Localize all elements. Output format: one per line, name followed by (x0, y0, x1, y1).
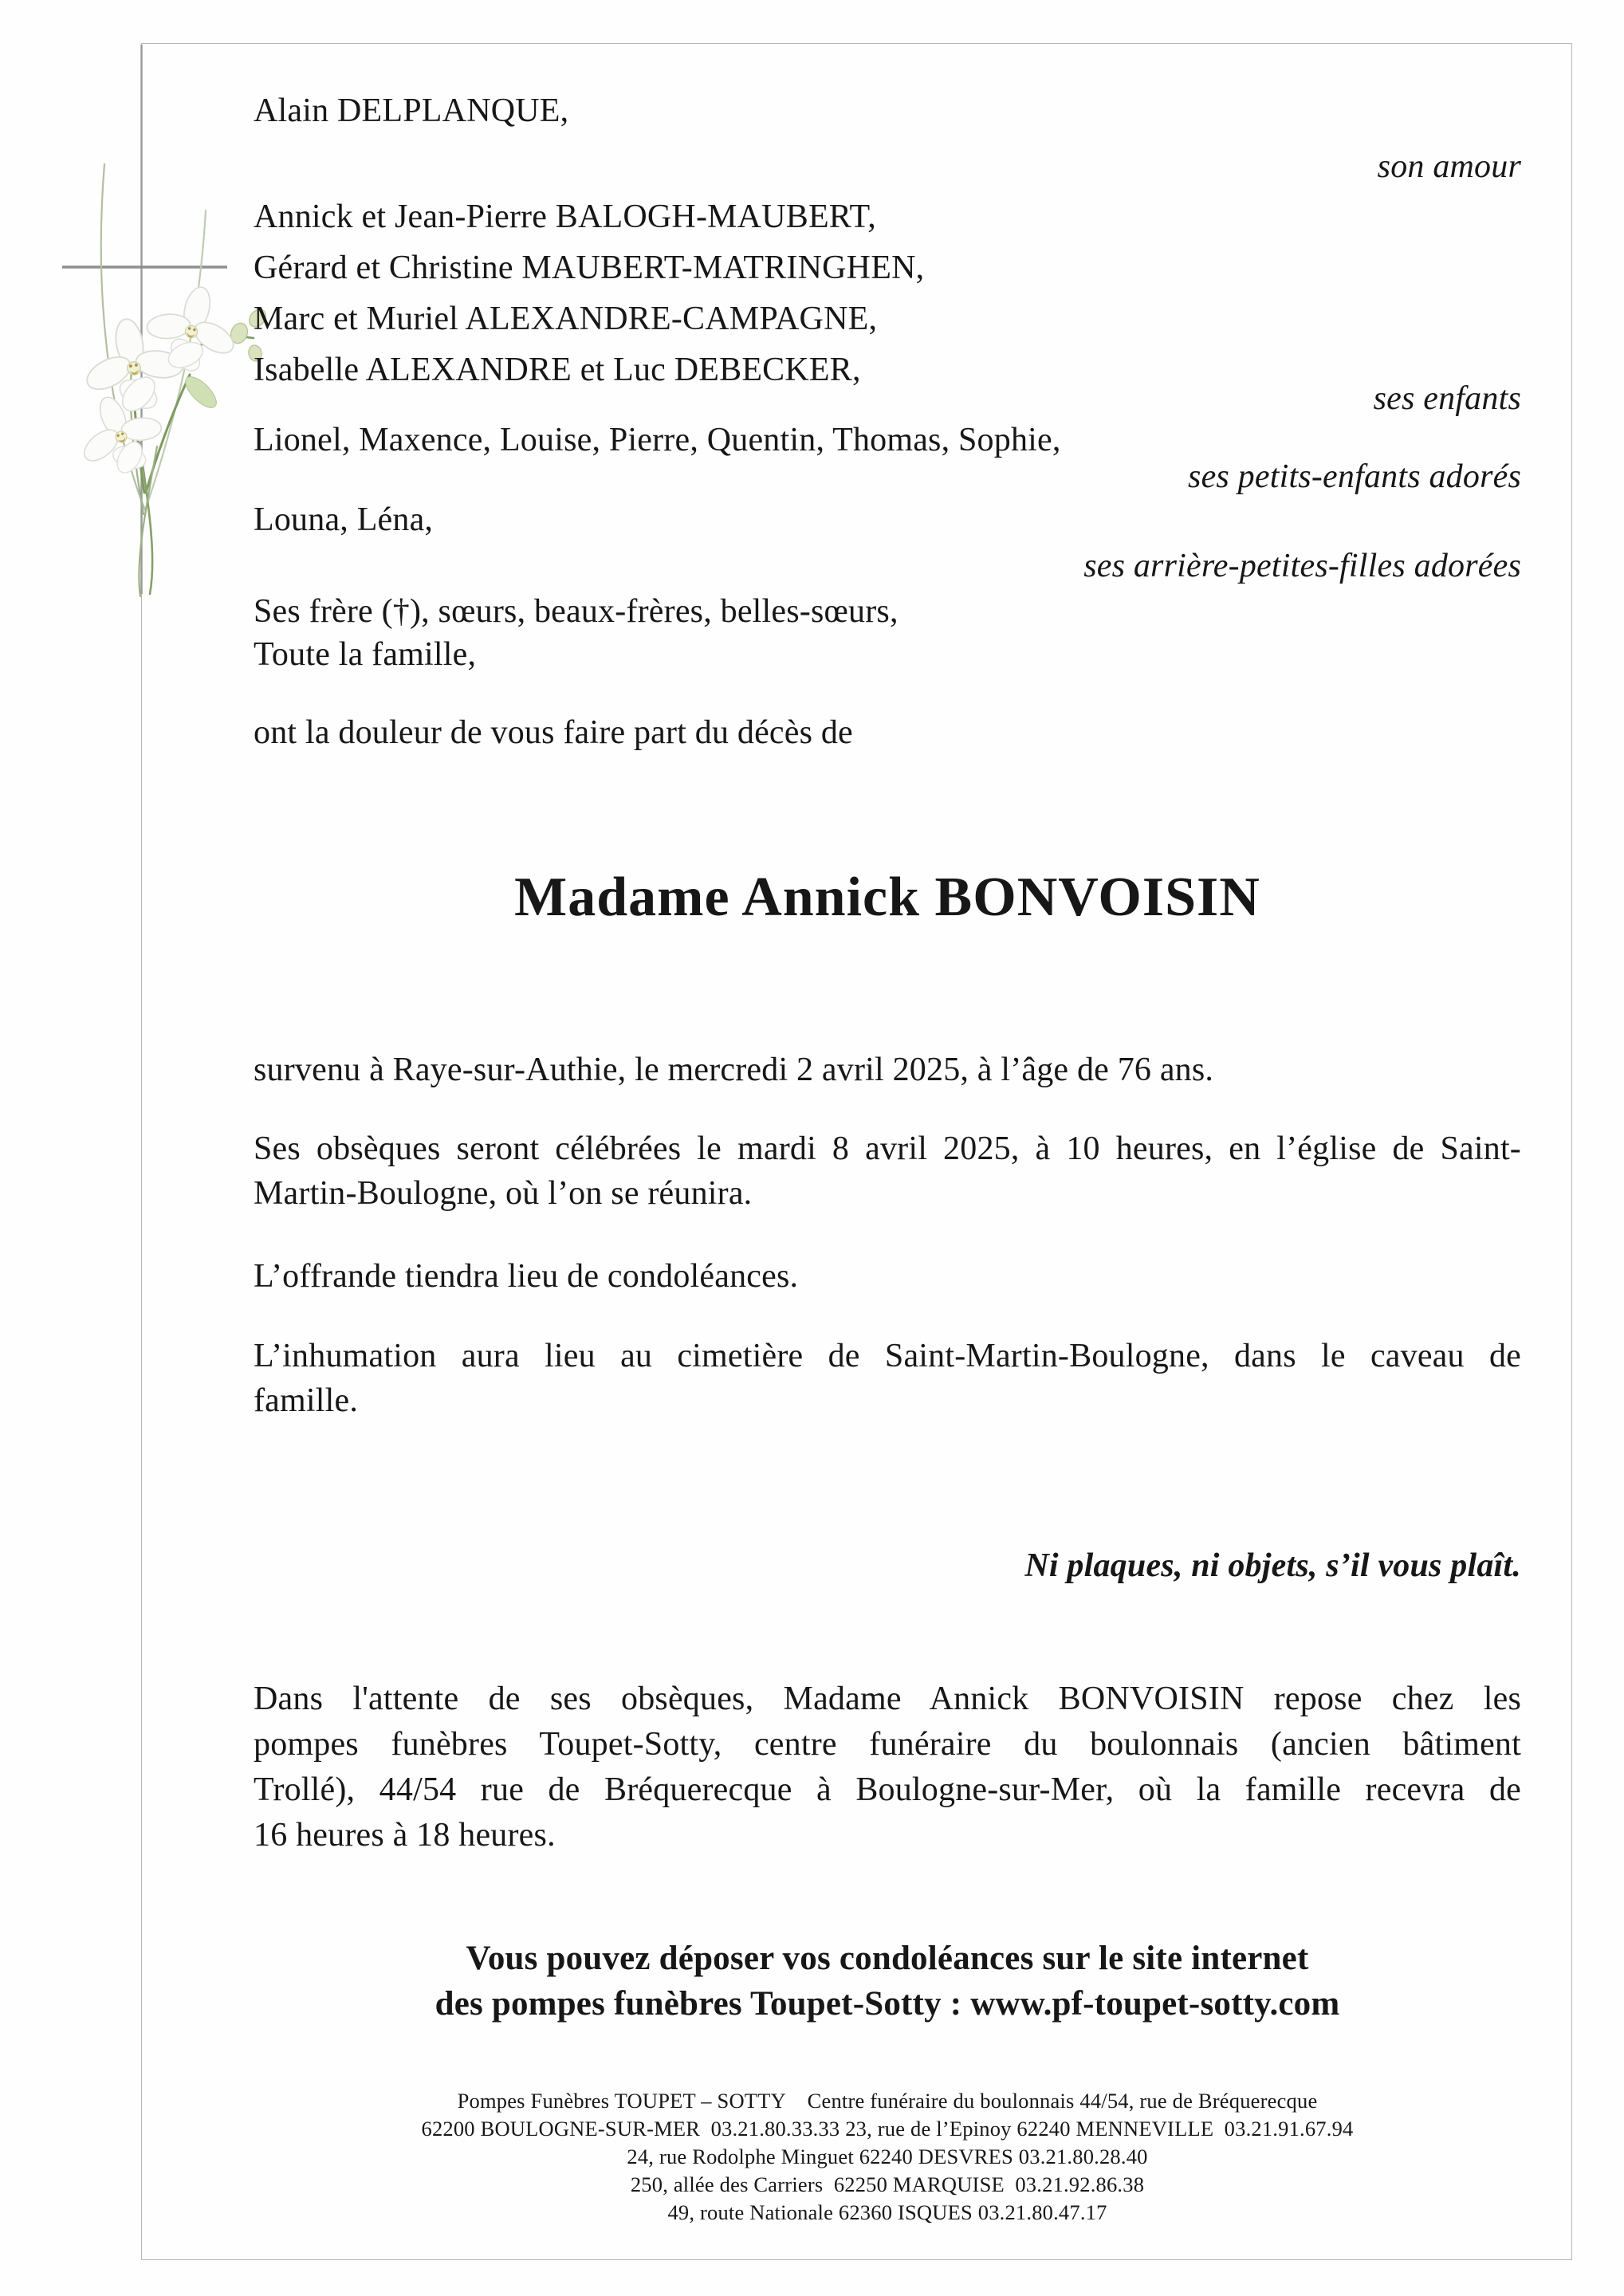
footer-address-line-5: 49, route Nationale 62360 ISQUES 03.21.80.47.17 (667, 2200, 1107, 2224)
footer-address-line-2: 62200 BOULOGNE-SUR-MER 03.21.80.33.33 23, rue de l’Epinoy 62240 MENNEVILLE 03.21.91.67.94 (421, 2117, 1354, 2141)
child-line-2: Gérard et Christine MAUBERT-MATRINGHEN, (254, 250, 925, 286)
offering-line: L’offrande tiendra lieu de condoléances. (254, 1258, 799, 1295)
death-details-line: survenu à Raye-sur-Authie, le mercredi 2 avril 2025, à l’âge de 76 ans. (254, 1052, 1214, 1088)
condolences-website-line-2: des pompes funèbres Toupet-Sotty : www.pf-toupet-sotty.com (435, 1985, 1340, 2023)
child-line-3: Marc et Muriel ALEXANDRE-CAMPAGNE, (254, 301, 878, 337)
great-granddaughters-relation-label: ses arrière-petites-filles adorées (1083, 548, 1521, 584)
whole-family-line: Toute la famille, (254, 636, 477, 673)
footer-address-line-1: Pompes Funèbres TOUPET – SOTTY Centre funéraire du boulonnais 44/54, rue de Bréquerecque (457, 2089, 1318, 2113)
spouse-relation-label: son amour (1377, 148, 1521, 185)
grandchildren-line: Lionel, Maxence, Louise, Pierre, Quentin, Thomas, Sophie, (254, 422, 1061, 458)
repose-line-4: 16 heures à 18 heures. (254, 1817, 556, 1854)
footer-address-line-3: 24, rue Rodolphe Minguet 62240 DESVRES 03.21.80.28.40 (627, 2145, 1148, 2168)
child-line-4: Isabelle ALEXANDRE et Luc DEBECKER, (254, 352, 861, 388)
condolences-website-line-1: Vous pouvez déposer vos condoléances sur le site internet (466, 1940, 1309, 1977)
orchid-flower-icon (65, 381, 178, 491)
repose-line-1: Dans l'attente de ses obsèques, Madame Annick BONVOISIN repose chez les (254, 1681, 1521, 1717)
footer-address-line-4: 250, allée des Carriers 62250 MARQUISE 03.21.92.86.38 (630, 2172, 1145, 2196)
great-granddaughters-line: Louna, Léna, (254, 501, 434, 538)
announcement-text-block (254, 0, 1521, 2296)
funeral-details-line-2: Martin-Boulogne, où l’on se réunira. (254, 1175, 753, 1212)
funeral-details-line-1: Ses obsèques seront célébrées le mardi 8 avril 2025, à 10 heures, en l’église de Saint- (254, 1130, 1521, 1167)
siblings-line: Ses frère (†), sœurs, beaux-frères, belles-sœurs, (254, 593, 899, 630)
repose-line-3: Trollé), 44/54 rue de Bréquerecque à Boulogne-sur-Mer, où la famille recevra de (254, 1771, 1521, 1808)
grandchildren-relation-label: ses petits-enfants adorés (1188, 458, 1521, 495)
repose-line-2: pompes funèbres Toupet-Sotty, centre funéraire du boulonnais (ancien bâtiment (254, 1726, 1521, 1763)
announcement-intro-line: ont la douleur de vous faire part du décès de (254, 714, 853, 751)
orchid-leaf (181, 372, 222, 413)
child-line-1: Annick et Jean-Pierre BALOGH-MAUBERT, (254, 199, 876, 235)
no-plaques-request-line: Ni plaques, ni objets, s’il vous plaît. (1024, 1547, 1521, 1584)
burial-line-2: famille. (254, 1382, 359, 1419)
burial-line-1: L’inhumation aura lieu au cimetière de Saint-Martin-Boulogne, dans le caveau de (254, 1338, 1521, 1374)
children-relation-label: ses enfants (1373, 380, 1521, 417)
spouse-line: Alain DELPLANQUE, (254, 92, 569, 129)
deceased-name-title: Madame Annick BONVOISIN (514, 867, 1260, 928)
